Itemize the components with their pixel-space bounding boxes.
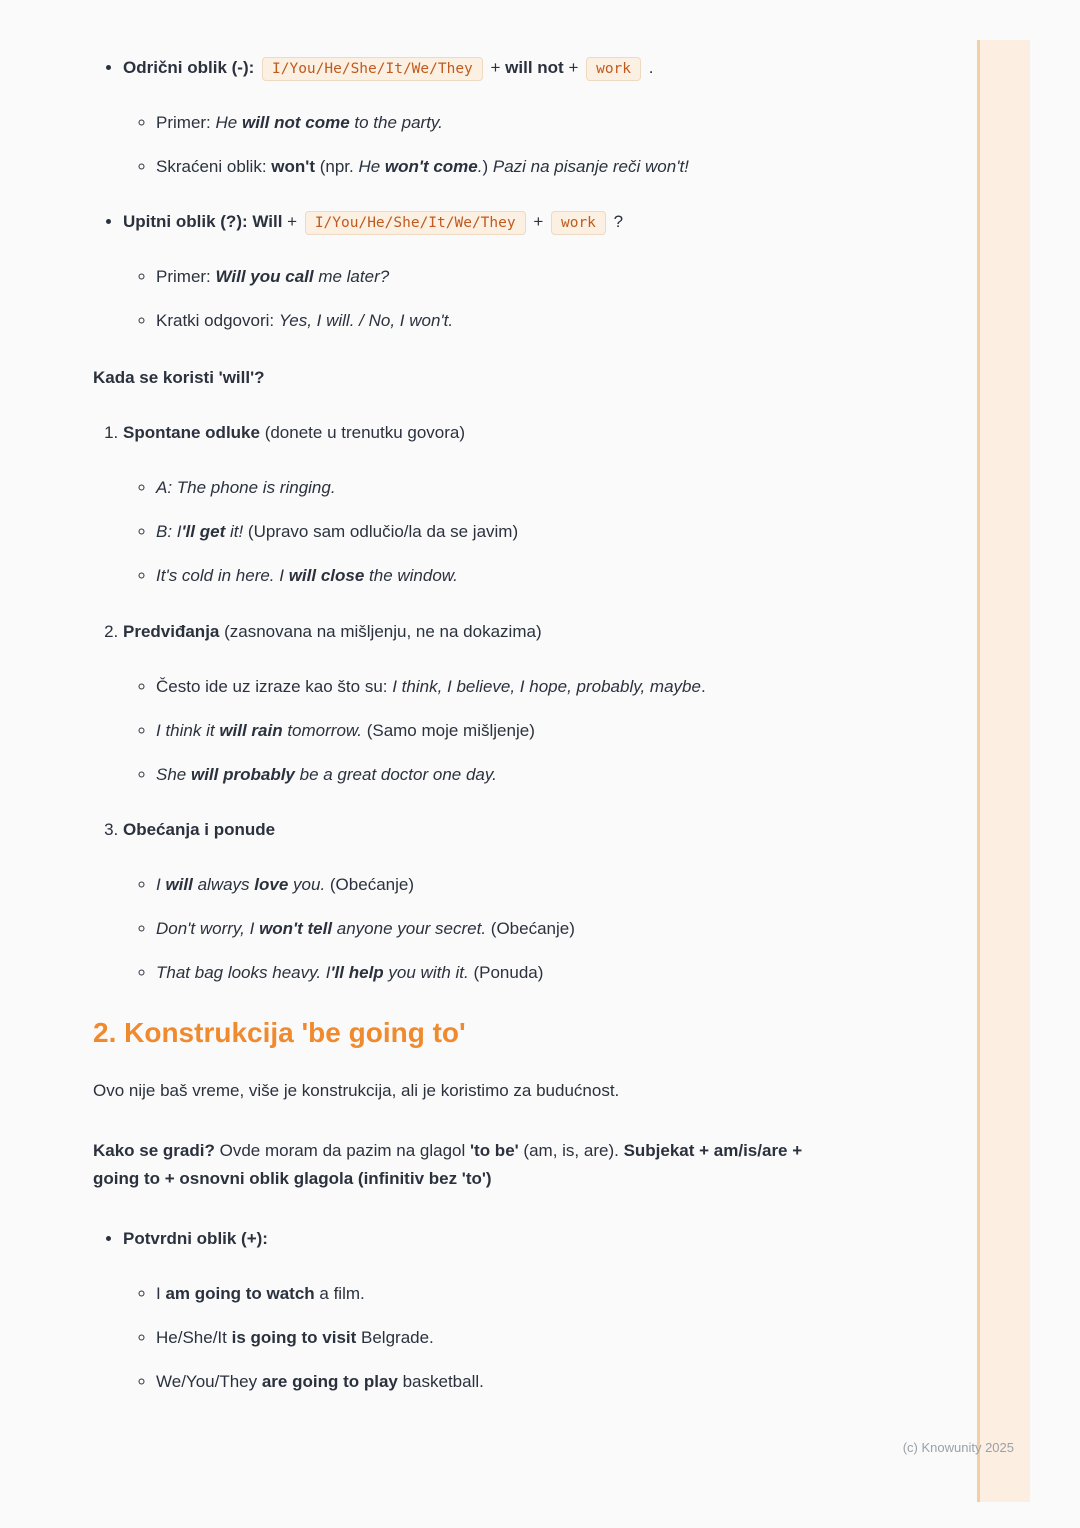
- example-item: ◦ We/You/They are going to play basketball.: [156, 1368, 884, 1396]
- right-edge-stripe: [977, 40, 1030, 1502]
- example-item: ◦ He/She/It is going to visit Belgrade.: [156, 1324, 884, 1352]
- example-item: ◦ Kratki odgovori: Yes, I will. / No, I won't.: [156, 307, 884, 335]
- affirmative-form-examples: [123, 1280, 884, 1396]
- usage-promises-text: 3. Obećanja i ponude: [123, 819, 276, 839]
- example-item: ◦ That bag looks heavy. I'll help you with it. (Ponuda): [156, 959, 884, 987]
- example-item: ◦ B: I'll get it! (Upravo sam odlučio/la da se javim): [156, 518, 884, 546]
- usage-heading: Kada se koristi 'will'?: [93, 368, 265, 388]
- example-item: ◦ It's cold in here. I will close the window.: [156, 562, 884, 590]
- example-item: ◦ A: The phone is ringing.: [156, 474, 884, 502]
- example-item: ◦ Često ide uz izraze kao što su: I think, I believe, I hope, probably, maybe.: [156, 673, 726, 701]
- negative-form-item: [123, 54, 884, 181]
- usage-predictions-examples: [123, 673, 884, 789]
- example-item: ◦ Skraćeni oblik: won't (npr. He won't come.) Pazi na pisanje reči won't!: [156, 153, 884, 181]
- example-item: ◦ Primer: Will you call me later?: [156, 263, 884, 291]
- usage-promises-item: [123, 816, 884, 987]
- question-form-item: [123, 208, 884, 335]
- will-forms-list: [93, 54, 884, 335]
- usage-spontaneous-examples: [123, 474, 884, 590]
- going-to-forms-list: [93, 1225, 884, 1396]
- usage-predictions-item: [123, 618, 884, 789]
- question-form-examples: [123, 263, 884, 335]
- usage-spontaneous-text: 1. Spontane odluke (donete u trenutku govora): [123, 423, 466, 443]
- question-form-text: • Upitni oblik (?): Will + I/You/He/She/It/We/They + work ?: [123, 208, 884, 236]
- example-item: ◦ Don't worry, I won't tell anyone your secret. (Obećanje): [156, 915, 884, 943]
- going-to-intro: Ovo nije baš vreme, više je konstrukcija, ali je koristimo za budućnost.: [93, 1080, 620, 1100]
- negative-form-examples: [123, 109, 884, 181]
- section-heading-going-to: 2. Konstrukcija 'be going to': [93, 1016, 466, 1048]
- going-to-structure: Kako se gradi? Ovde moram da pazim na glagol 'to be' (am, is, are). Subjekat + am/is/are + going to + osnovni oblik glagola (infinitiv bez 'to'): [93, 1140, 803, 1188]
- example-item: ◦ She will probably be a great doctor one day.: [156, 761, 884, 789]
- negative-form-text: • Odrični oblik (-): I/You/He/She/It/We/They + will not + work .: [123, 54, 884, 82]
- usage-spontaneous-item: [123, 419, 884, 590]
- example-item: ◦ I think it will rain tomorrow. (Samo moje mišljenje): [156, 717, 884, 745]
- usage-predictions-text: 2. Predviđanja (zasnovana na mišljenju, ne na dokazima): [123, 621, 542, 641]
- usage-promises-examples: [123, 871, 884, 987]
- example-item: ◦ Primer: He will not come to the party.: [156, 109, 884, 137]
- affirmative-form-item: [123, 1225, 884, 1396]
- affirmative-form-text: • Potvrdni oblik (+):: [123, 1229, 268, 1249]
- usage-list: [93, 419, 884, 987]
- footer-credit: (c) Knowunity 2025: [902, 1439, 1014, 1455]
- example-item: ◦ I will always love you. (Obećanje): [156, 871, 884, 899]
- example-item: ◦ I am going to watch a film.: [156, 1280, 884, 1308]
